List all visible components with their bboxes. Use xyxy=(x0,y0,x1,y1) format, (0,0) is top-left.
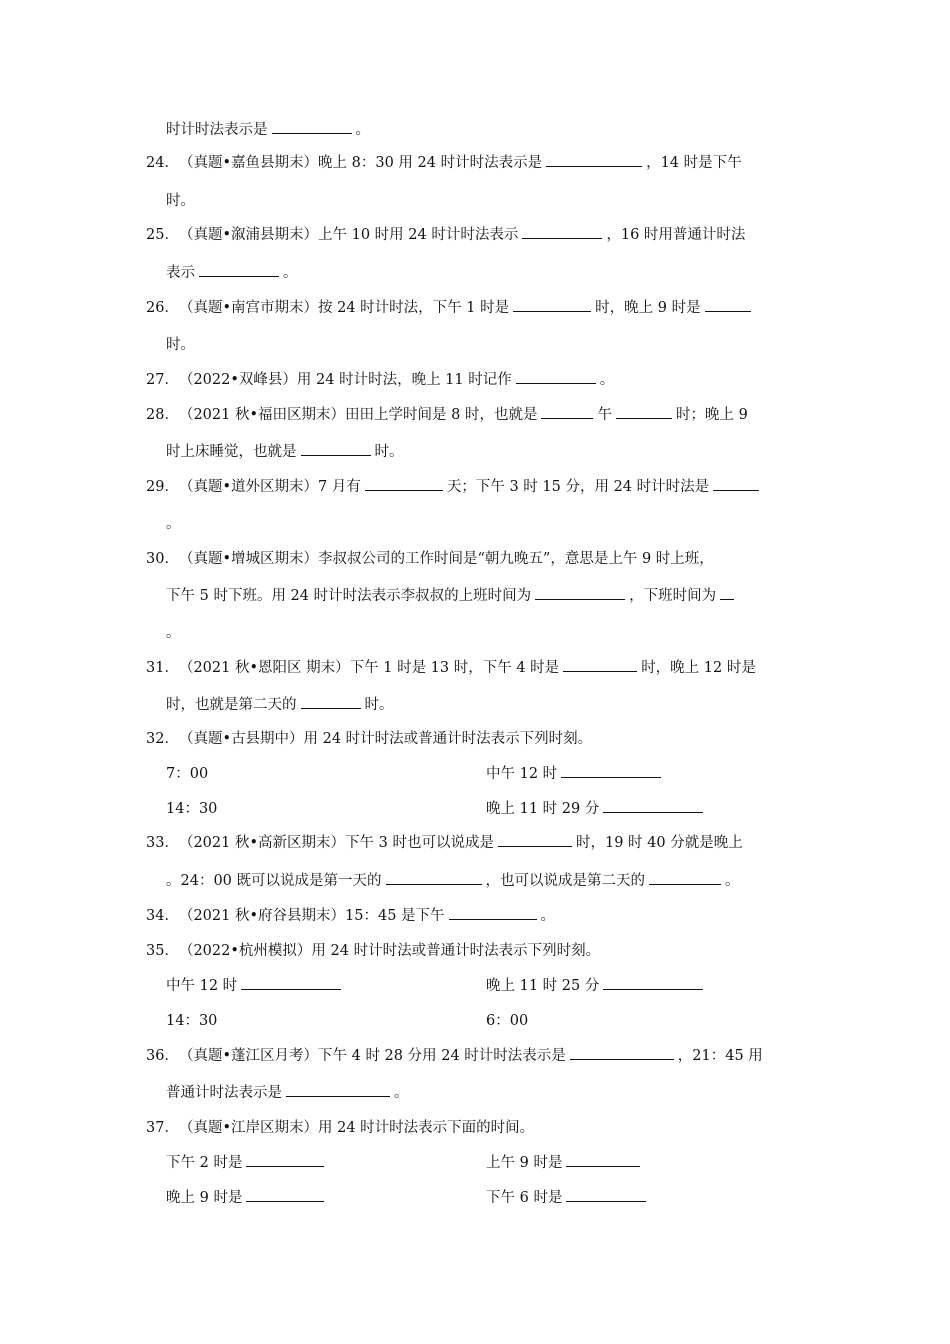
q32-item: 晚上 11 时 29 分 xyxy=(486,799,707,819)
q23-continuation: 时计时法表示是 。 xyxy=(166,122,370,138)
question-35: 35．（2022•杭州模拟）用 24 时计时法或普通计时法表示下列时刻。 xyxy=(146,943,601,959)
answer-blank[interactable] xyxy=(603,976,703,990)
answer-blank[interactable] xyxy=(241,976,341,990)
question-33: 33．（2021 秋•高新区期末）下午 3 时也可以说成是 时，19 时 40 分就是晚上 xyxy=(146,835,743,851)
answer-blank[interactable] xyxy=(566,1153,640,1167)
answer-blank[interactable] xyxy=(386,871,482,885)
answer-blank[interactable] xyxy=(246,1188,324,1202)
question-27: 27．（2022•双峰县）用 24 时计时法，晚上 11 时记作 。 xyxy=(146,372,615,388)
answer-blank[interactable] xyxy=(705,298,751,312)
q37-item: 上午 9 时是 xyxy=(486,1153,644,1173)
question-25-continuation: 表示 。 xyxy=(166,265,298,281)
question-36-continuation: 普通计时法表示是 。 xyxy=(166,1085,409,1101)
question-29-continuation: 。 xyxy=(166,516,181,532)
q37-item: 晚上 9 时是 xyxy=(166,1188,328,1208)
answer-blank[interactable] xyxy=(365,477,443,491)
answer-blank[interactable] xyxy=(561,764,661,778)
answer-blank[interactable] xyxy=(541,405,593,419)
question-31-continuation: 时，也就是第二天的 时。 xyxy=(166,697,394,713)
q35-item: 6：00 xyxy=(486,1013,529,1029)
answer-blank[interactable] xyxy=(535,586,625,600)
answer-blank[interactable] xyxy=(546,153,642,167)
q32-item: 中午 12 时 xyxy=(486,764,665,784)
answer-blank[interactable] xyxy=(286,1083,390,1097)
question-30-end: 。 xyxy=(166,625,181,641)
question-32: 32．（真题•古县期中）用 24 时计时法或普通计时法表示下列时刻。 xyxy=(146,731,593,747)
answer-blank[interactable] xyxy=(720,586,734,600)
question-31: 31．（2021 秋•恩阳区 期末）下午 1 时是 13 时，下午 4 时是 时，晚上 12 时是 xyxy=(146,660,756,676)
q35-item: 14：30 xyxy=(166,1013,218,1029)
answer-blank[interactable] xyxy=(199,263,279,277)
question-28-continuation: 时上床睡觉，也就是 时。 xyxy=(166,444,404,460)
answer-blank[interactable] xyxy=(603,799,703,813)
question-26: 26．（真题•南宫市期末）按 24 时计时法，下午 1 时是 时，晚上 9 时是 xyxy=(146,298,755,318)
question-33-continuation: 。24：00 既可以说成是第一天的 ，也可以说成是第二天的 。 xyxy=(166,873,740,889)
q35-item: 中午 12 时 xyxy=(166,976,345,996)
q32-item: 14：30 xyxy=(166,801,218,817)
question-24: 24．（真题•嘉鱼县期末）晚上 8：30 用 24 时计时法表示是 ，14 时是下午 xyxy=(146,155,742,171)
question-28: 28．（2021 秋•福田区期末）田田上学时间是 8 时，也就是 午 时；晚上 9 xyxy=(146,407,748,423)
answer-blank[interactable] xyxy=(522,225,602,239)
answer-blank[interactable] xyxy=(246,1153,324,1167)
question-30-continuation: 下午 5 时下班。用 24 时计时法表示李叔叔的上班时间为 ，下班时间为 xyxy=(166,586,738,606)
question-36: 36．（真题•蓬江区月考）下午 4 时 28 分用 24 时计时法表示是 ，21：45 用 xyxy=(146,1048,763,1064)
answer-blank[interactable] xyxy=(713,477,759,491)
question-30: 30．（真题•增城区期末）李叔叔公司的工作时间是“朝九晚五”，意思是上午 9 时上班， xyxy=(146,551,714,567)
answer-blank[interactable] xyxy=(616,405,672,419)
question-37: 37．（真题•江岸区期末）用 24 时计时法表示下面的时间。 xyxy=(146,1120,535,1136)
q35-item: 晚上 11 时 25 分 xyxy=(486,976,707,996)
answer-blank[interactable] xyxy=(570,1046,674,1060)
question-29: 29．（真题•道外区期末）7 月有 天；下午 3 时 15 分，用 24 时计时法是 xyxy=(146,477,763,497)
answer-blank[interactable] xyxy=(563,658,637,672)
answer-blank[interactable] xyxy=(301,695,361,709)
answer-blank[interactable] xyxy=(498,833,572,847)
answer-blank[interactable] xyxy=(516,370,596,384)
answer-blank[interactable] xyxy=(272,120,352,134)
q37-item: 下午 6 时是 xyxy=(486,1188,650,1208)
answer-blank[interactable] xyxy=(649,871,721,885)
answer-blank[interactable] xyxy=(513,298,591,312)
question-24-continuation: 时。 xyxy=(166,193,195,209)
answer-blank[interactable] xyxy=(449,906,537,920)
answer-blank[interactable] xyxy=(301,442,371,456)
question-26-continuation: 时。 xyxy=(166,337,195,353)
question-34: 34．（2021 秋•府谷县期末）15：45 是下午 。 xyxy=(146,908,556,924)
question-25: 25．（真题•溆浦县期末）上午 10 时用 24 时计时法表示 ，16 时用普通计时法 xyxy=(146,227,746,243)
answer-blank[interactable] xyxy=(566,1188,646,1202)
q32-item: 7：00 xyxy=(166,766,209,782)
q37-item: 下午 2 时是 xyxy=(166,1153,328,1173)
